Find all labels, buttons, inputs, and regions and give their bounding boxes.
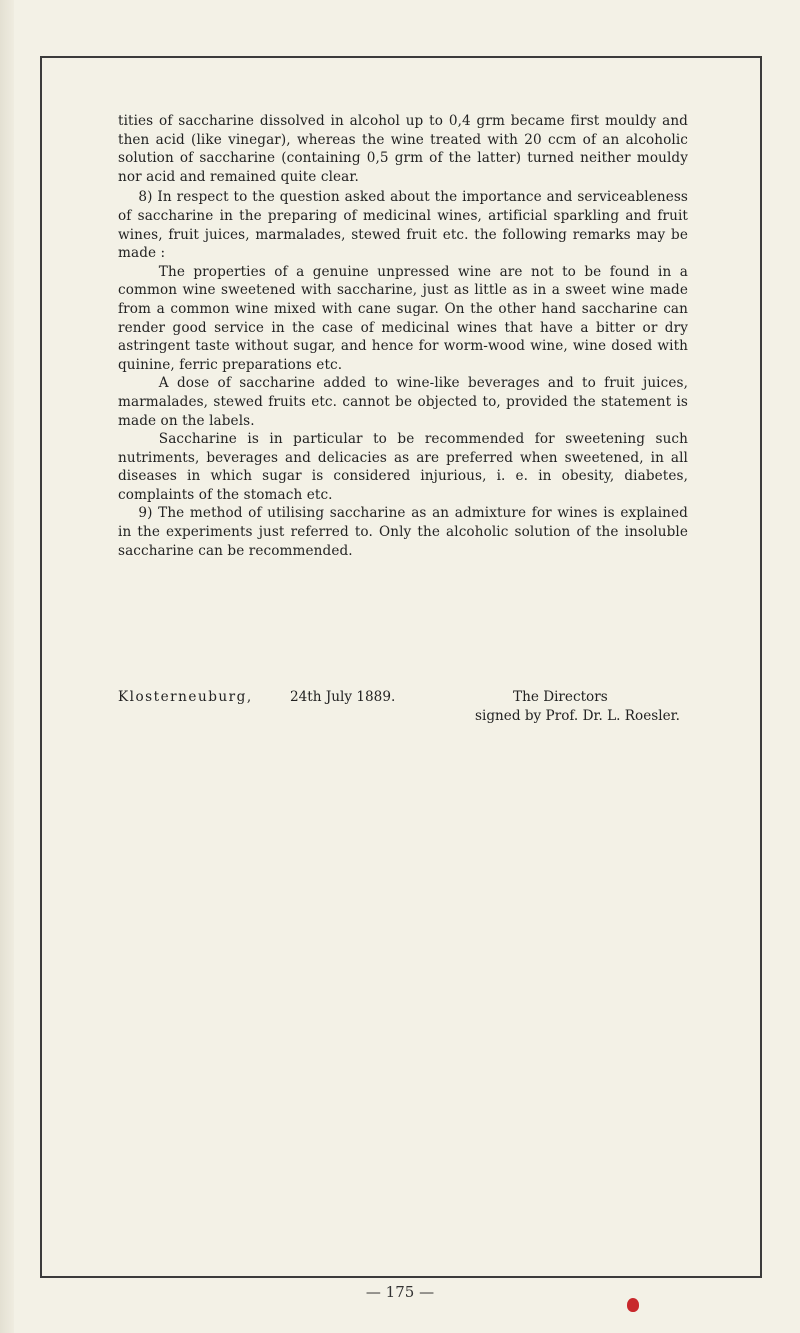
signature-directors: The Directors [513, 689, 608, 705]
signature-line-2 [118, 707, 688, 726]
signature-date: 24th July 1889. [290, 689, 396, 705]
paragraph-wine-properties: The properties of a genuine unpressed wine are not to be found in a common wine sweetened with saccharine, just as little as in a sweet wine made from a common wine mixed with cane sugar. On the other hand saccharine can render good service in the case of medicinal wines that have a bitter or dry astringent taste without sugar, and hence for worm-wood wine, wine dosed with quinine, ferric preparations etc. [118, 263, 688, 373]
page-binding-edge [0, 0, 14, 1333]
page-number: — 175 — [365, 1283, 435, 1301]
paragraph-dose: A dose of saccharine added to wine-like beverages and to fruit juices, marmalades, stewed fruits etc. cannot be objected to, provided the statement is made on the labels. [118, 375, 688, 429]
paragraph-item-9: 9) The method of utilising saccharine as an admixture for wines is explained in the experiments just referred to. Only the alcoholic solution of the insoluble saccharine can be recommended. [118, 505, 688, 559]
signature-block [118, 688, 688, 725]
signature-place: Klosterneuburg, [118, 689, 253, 705]
paragraph-continuation: tities of saccharine dissolved in alcohol up to 0,4 grm became first mouldy and then acid (like vinegar), whereas the wine treated with 20 ccm of an alcoholic solution of saccharine (containing 0,5 grm of the latter) turned neither mouldy nor acid and remained quite clear. [118, 113, 688, 185]
paragraph-item-8: 8) In respect to the question asked about the importance and serviceableness of saccharine in the preparing of medicinal wines, artificial sparkling and fruit wines, fruit juices, marmalades, stewed fruit etc. the following remarks may be made : [118, 189, 688, 262]
signature-signed-by: signed by Prof. Dr. L. Roesler. [475, 707, 680, 724]
red-ink-mark [627, 1298, 639, 1312]
body-text [118, 112, 688, 560]
signature-line-1 [118, 688, 688, 707]
paragraph-recommendation: Saccharine is in particular to be recommended for sweetening such nutriments, beverages and delicacies as are preferred when sweetened, in all diseases in which sugar is considered injurious, i. e. in obesity, diabetes, complaints of the stomach etc. [118, 431, 688, 503]
